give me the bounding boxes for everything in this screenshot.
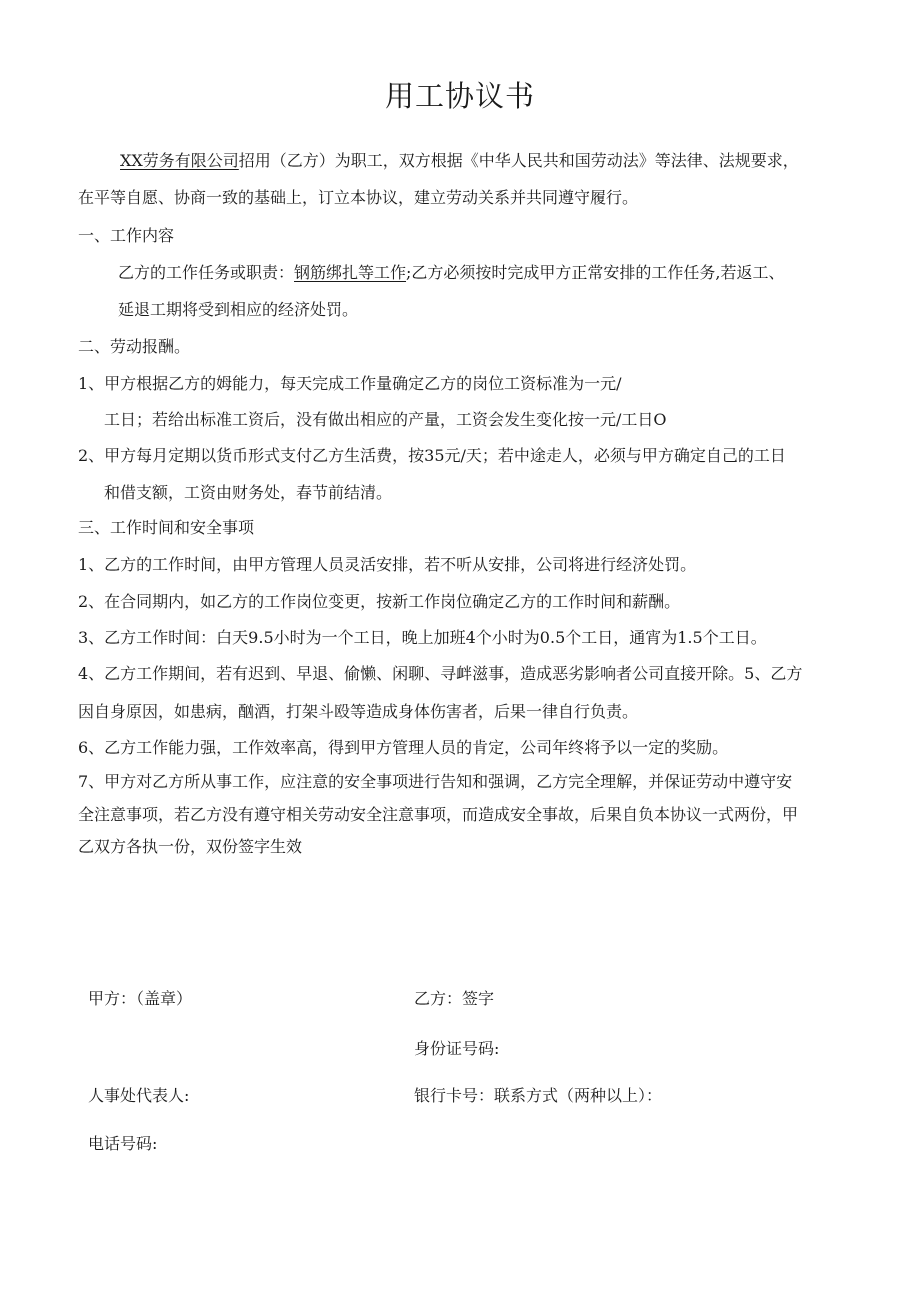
id-number-label: 身份证号码:: [414, 1039, 500, 1058]
duty-rest: ;乙方必须按时完成甲方正常安排的工作任务,若返工、: [406, 263, 785, 282]
intro-line-2: 在平等自愿、协商一致的基础上，订立本协议，建立劳动关系并共同遵守履行。: [78, 188, 639, 207]
document-title: 用工协议书: [384, 79, 535, 113]
section-2-item-2-line-2: 和借支额，工资由财务处，春节前结清。: [104, 483, 393, 502]
section-2-item-1-line-1: 1、甲方根据乙方的姆能力，每天完成工作量确定乙方的岗位工资标准为一元/: [78, 374, 622, 393]
section-3-item-7-line-1: 7、甲方对乙方所从事工作，应注意的安全事项进行告知和强调，乙方完全理解，并保证劳动中遵守安: [78, 772, 793, 791]
section-3-item-7-line-2: 全注意事项，若乙方没有遵守相关劳动安全注意事项，而造成安全事故，后果自负本协议一式两份，甲: [78, 805, 799, 824]
section-1-line-2: 延退工期将受到相应的经济处罚。: [118, 300, 359, 319]
section-3-item-6: 6、乙方工作能力强，工作效率高，得到甲方管理人员的肯定，公司年终将予以一定的奖励。: [78, 738, 729, 757]
duty-text: 钢筋绑扎等工作: [294, 263, 407, 282]
hr-representative-label: 人事处代表人:: [88, 1086, 190, 1105]
bank-contact-label: 银行卡号：联系方式（两种以上）：: [414, 1086, 663, 1105]
section-2-item-2-line-1: 2、甲方每月定期以货币形式支付乙方生活费，按35元/天；若中途走人，必须与甲方确定自己的工日: [78, 446, 786, 465]
phone-label: 电话号码:: [88, 1134, 158, 1153]
section-2-heading: 二、劳动报酬。: [78, 337, 191, 356]
section-3-item-3: 3、乙方工作时间：白天9.5小时为一个工日，晚上加班4个小时为0.5个工日，通宵为1.5个工日。: [78, 628, 767, 647]
section-3-heading: 三、工作时间和安全事项: [78, 518, 255, 537]
intro-line-1-text: 招用（乙方）为职工，双方根据《中华人民共和国劳动法》等法律、法规要求，: [238, 151, 799, 170]
section-3-item-4-line-1: 4、乙方工作期间，若有迟到、早退、偷懒、闲聊、寻衅滋事，造成恶劣影响者公司直接开除。5、乙方: [78, 664, 803, 683]
section-3-item-2: 2、在合同期内，如乙方的工作岗位变更，按新工作岗位确定乙方的工作时间和薪酬。: [78, 592, 681, 611]
party-b-signature: 乙方：签字: [414, 989, 495, 1008]
company-name: XX劳务有限公司: [120, 151, 239, 170]
duty-prefix: 乙方的工作任务或职责：: [118, 263, 295, 282]
section-3-item-1: 1、乙方的工作时间，由甲方管理人员灵活安排，若不听从安排，公司将进行经济处罚。: [78, 555, 697, 574]
section-1-heading: 一、工作内容: [78, 226, 175, 245]
section-1-line-1: [118, 263, 785, 283]
section-2-item-1-line-2: 工日；若给出标准工资后，没有做出相应的产量，工资会发生变化按一元/工日O: [104, 410, 667, 429]
section-3-item-7-line-3: 乙双方各执一份，双份签字生效: [78, 837, 303, 856]
party-a-seal: 甲方：（盖章）: [88, 989, 193, 1008]
intro-line-1: [120, 151, 799, 171]
section-3-item-4-line-2: 因自身原因，如患病，酗酒，打架斗殴等造成身体伤害者，后果一律自行负责。: [78, 702, 639, 721]
